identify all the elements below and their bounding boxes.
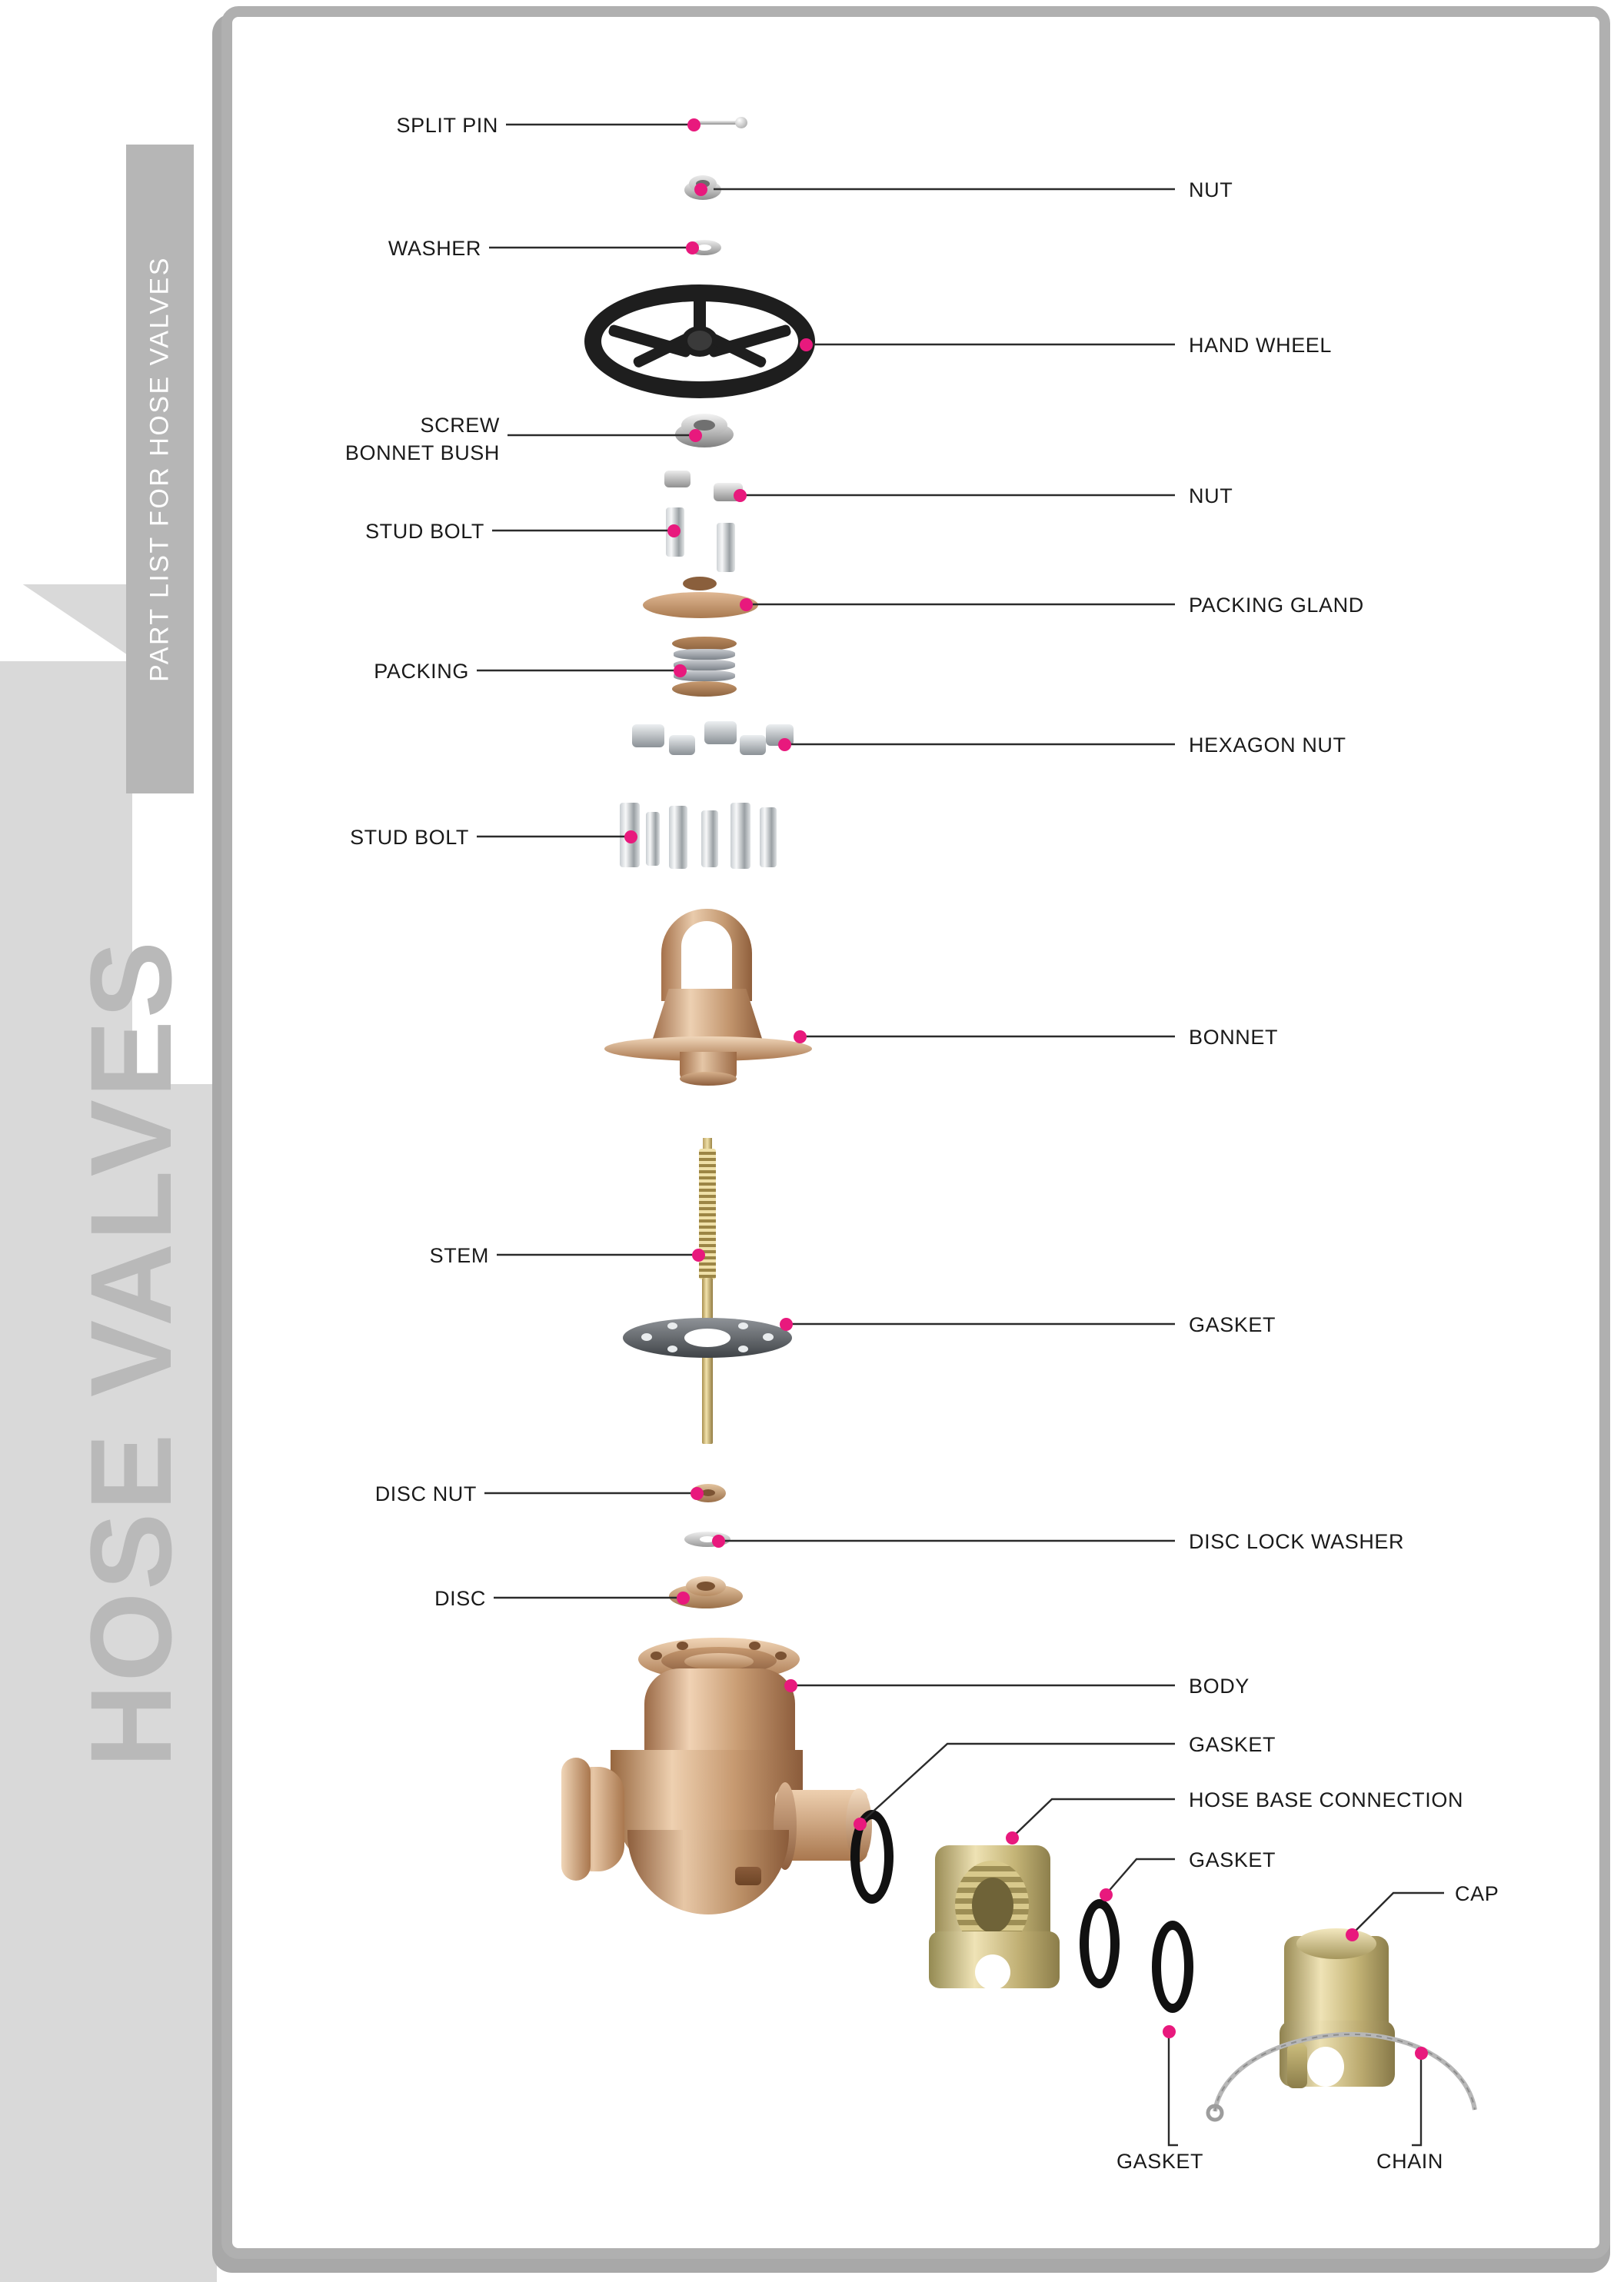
- label-screw-bonnet-bush-line1: SCREW: [420, 414, 500, 437]
- hand-wheel-part: [584, 284, 815, 398]
- stem-part: [692, 1138, 723, 1445]
- label-packing-gland: PACKING GLAND: [1189, 594, 1364, 617]
- label-cap: CAP: [1455, 1882, 1499, 1905]
- callout-dot-nut-upper: [694, 183, 707, 196]
- callout-dot-cap: [1346, 1928, 1359, 1941]
- callout-dot-gasket-cap: [1163, 2025, 1176, 2038]
- label-nut-upper: NUT: [1189, 178, 1233, 201]
- stud-bolt-upper-part-2: [717, 523, 735, 572]
- callout-dot-body: [784, 1679, 797, 1692]
- label-stud-bolt-lower: STUD BOLT: [350, 826, 469, 849]
- callout-dot-gasket-body: [854, 1818, 867, 1831]
- label-washer: WASHER: [388, 237, 481, 260]
- label-disc-lock-washer: DISC LOCK WASHER: [1189, 1530, 1405, 1553]
- bonnet-part: [604, 909, 812, 1086]
- callout-dot-hexagon-nut: [778, 738, 791, 751]
- callout-dot-stem: [692, 1249, 705, 1262]
- label-hexagon-nut: HEXAGON NUT: [1189, 734, 1346, 757]
- label-disc: DISC: [434, 1587, 486, 1610]
- label-body: BODY: [1189, 1675, 1250, 1698]
- label-gasket-stem: GASKET: [1189, 1313, 1276, 1336]
- label-nut-lower: NUT: [1189, 484, 1233, 507]
- label-packing: PACKING: [374, 660, 469, 683]
- callout-dot-split-pin: [687, 118, 701, 131]
- callout-dot-gasket-hose: [1100, 1888, 1113, 1901]
- vertical-title-text: PART LIST FOR HOSE VALVES: [145, 256, 175, 682]
- callout-dot-chain: [1415, 2047, 1428, 2060]
- label-chain: CHAIN: [1376, 2150, 1444, 2173]
- hose-base-connection-part: [927, 1839, 1081, 1993]
- label-gasket-hose: GASKET: [1189, 1848, 1276, 1871]
- body-part: [554, 1638, 877, 1945]
- big-vertical-title: HOSE VALVES: [65, 939, 195, 1768]
- gasket-stem-part: [623, 1318, 792, 1358]
- label-gasket-cap: GASKET: [1116, 2150, 1204, 2173]
- callout-dot-disc-lock-washer: [712, 1535, 725, 1548]
- diagram-card: [221, 6, 1610, 2259]
- callout-dot-packing-gland: [740, 598, 753, 611]
- chain-part: [1184, 1996, 1492, 2142]
- nut-lower-part-2: [664, 471, 691, 487]
- label-stud-bolt-upper: STUD BOLT: [365, 520, 484, 543]
- callout-dot-hand-wheel: [800, 338, 813, 351]
- screw-bonnet-bush-part: [675, 414, 734, 447]
- callout-dot-packing: [674, 664, 687, 677]
- callout-dot-washer: [686, 241, 699, 254]
- callout-dot-screw-bonnet-bush: [689, 429, 702, 442]
- callout-dot-disc: [677, 1592, 690, 1605]
- label-split-pin: SPLIT PIN: [396, 114, 498, 137]
- callout-dot-disc-nut: [691, 1487, 704, 1500]
- label-screw-bonnet-bush-line2: BONNET BUSH: [344, 441, 500, 464]
- packing-gland-part: [643, 572, 758, 620]
- label-disc-nut: DISC NUT: [374, 1482, 477, 1505]
- callout-dot-bonnet: [794, 1030, 807, 1043]
- hexagon-nut-group: [624, 715, 794, 763]
- label-hose-base-connection: HOSE BASE CONNECTION: [1189, 1788, 1464, 1811]
- label-hand-wheel: HAND WHEEL: [1189, 334, 1333, 357]
- gasket-hose-part: [1080, 1899, 1120, 1988]
- callout-dot-stud-bolt-upper: [667, 524, 681, 537]
- callout-dot-nut-lower: [734, 489, 747, 502]
- label-bonnet: BONNET: [1189, 1026, 1279, 1049]
- callout-dot-hose-base-connection: [1006, 1831, 1019, 1845]
- label-stem: STEM: [429, 1244, 489, 1267]
- stud-bolt-group: [615, 797, 800, 872]
- callout-dot-stud-bolt-lower: [624, 830, 637, 843]
- label-gasket-body: GASKET: [1189, 1733, 1276, 1756]
- callout-dot-gasket-stem: [780, 1318, 793, 1331]
